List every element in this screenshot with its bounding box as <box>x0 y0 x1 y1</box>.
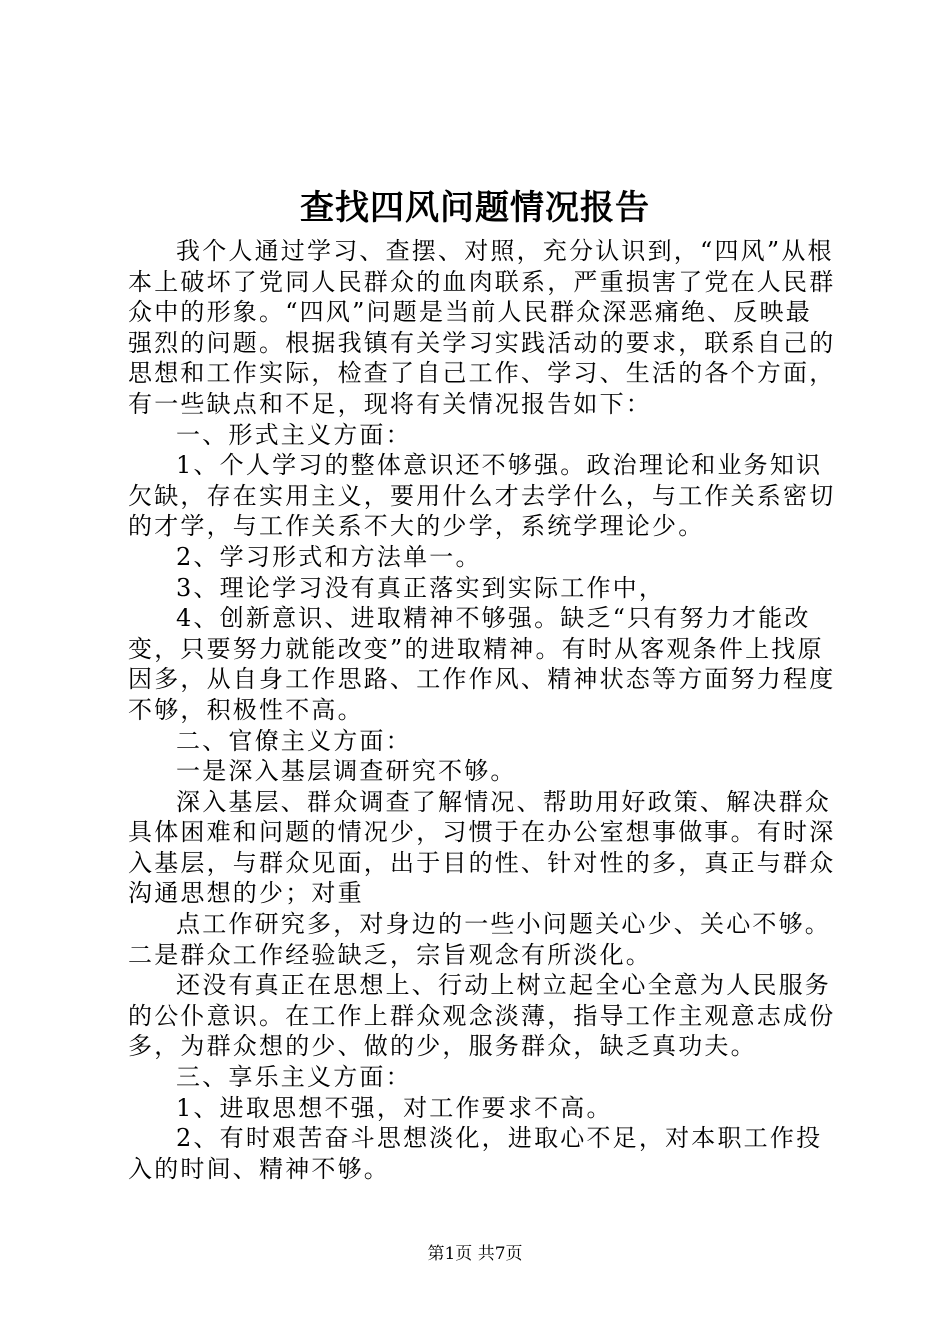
document-body <box>128 236 838 1184</box>
page-footer: 第1页 共7页 <box>427 1244 523 1264</box>
paragraph-formalism-3: 3、理论学习没有真正落实到实际工作中， <box>176 573 666 602</box>
paragraph-formalism-4: 4、创新意识、进取精神不够强。缺乏“只有努力才能改变，只要努力就能改变”的进取精神。有时从客观条件上找原因多，从自身工作思路、工作作风、精神状态等方面努力程度不够，积极性不高。 <box>128 604 836 724</box>
paragraph-bureaucratism-service: 还没有真正在思想上、行动上树立起全心全意为人民服务的公仆意识。在工作上群众观念淡薄，指导工作主观意志成份多，为群众想的少、做的少，服务群众，缺乏真功夫。 <box>128 971 836 1061</box>
section-heading-formalism: 一、形式主义方面： <box>176 420 412 449</box>
section-heading-hedonism: 三、享乐主义方面： <box>176 1063 412 1092</box>
paragraph-intro: 我个人通过学习、查摆、对照，充分认识到，“四风”从根本上破坏了党同人民群众的血肉联系，严重损害了党在人民群众中的形象。“四风”问题是当前人民群众深恶痛绝、反映最强烈的问题。根据我镇有关学习实践活动的要求，联系自己的思想和工作实际，检查了自己工作、学习、生活的各个方面，有一些缺点和不足，现将有关情况报告如下： <box>128 237 836 418</box>
paragraph-bureaucratism-continued: 点工作研究多，对身边的一些小问题关心少、关心不够。二是群众工作经验缺乏，宗旨观念有所淡化。 <box>128 910 831 969</box>
section-heading-bureaucratism: 二、官僚主义方面： <box>176 726 412 755</box>
document-title: 查找四风问题情况报告 <box>300 188 650 228</box>
paragraph-formalism-2: 2、学习形式和方法单一。 <box>176 542 482 571</box>
paragraph-bureaucratism-detail: 深入基层、群众调查了解情况、帮助用好政策、解决群众具体困难和问题的情况少，习惯于在办公室想事做事。有时深入基层，与群众见面，出于目的性、针对性的多，真正与群众沟通思想的少；对重 <box>128 787 836 908</box>
paragraph-formalism-1: 1、个人学习的整体意识还不够强。政治理论和业务知识欠缺，存在实用主义，要用什么才去学什么，与工作关系密切的才学，与工作关系不大的少学，系统学理论少。 <box>128 451 836 541</box>
paragraph-bureaucratism-1: 一是深入基层调查研究不够。 <box>176 757 517 786</box>
paragraph-hedonism-2: 2、有时艰苦奋斗思想淡化，进取心不足，对本职工作投入的时间、精神不够。 <box>128 1124 823 1183</box>
paragraph-hedonism-1: 1、进取思想不强，对工作要求不高。 <box>176 1093 613 1122</box>
